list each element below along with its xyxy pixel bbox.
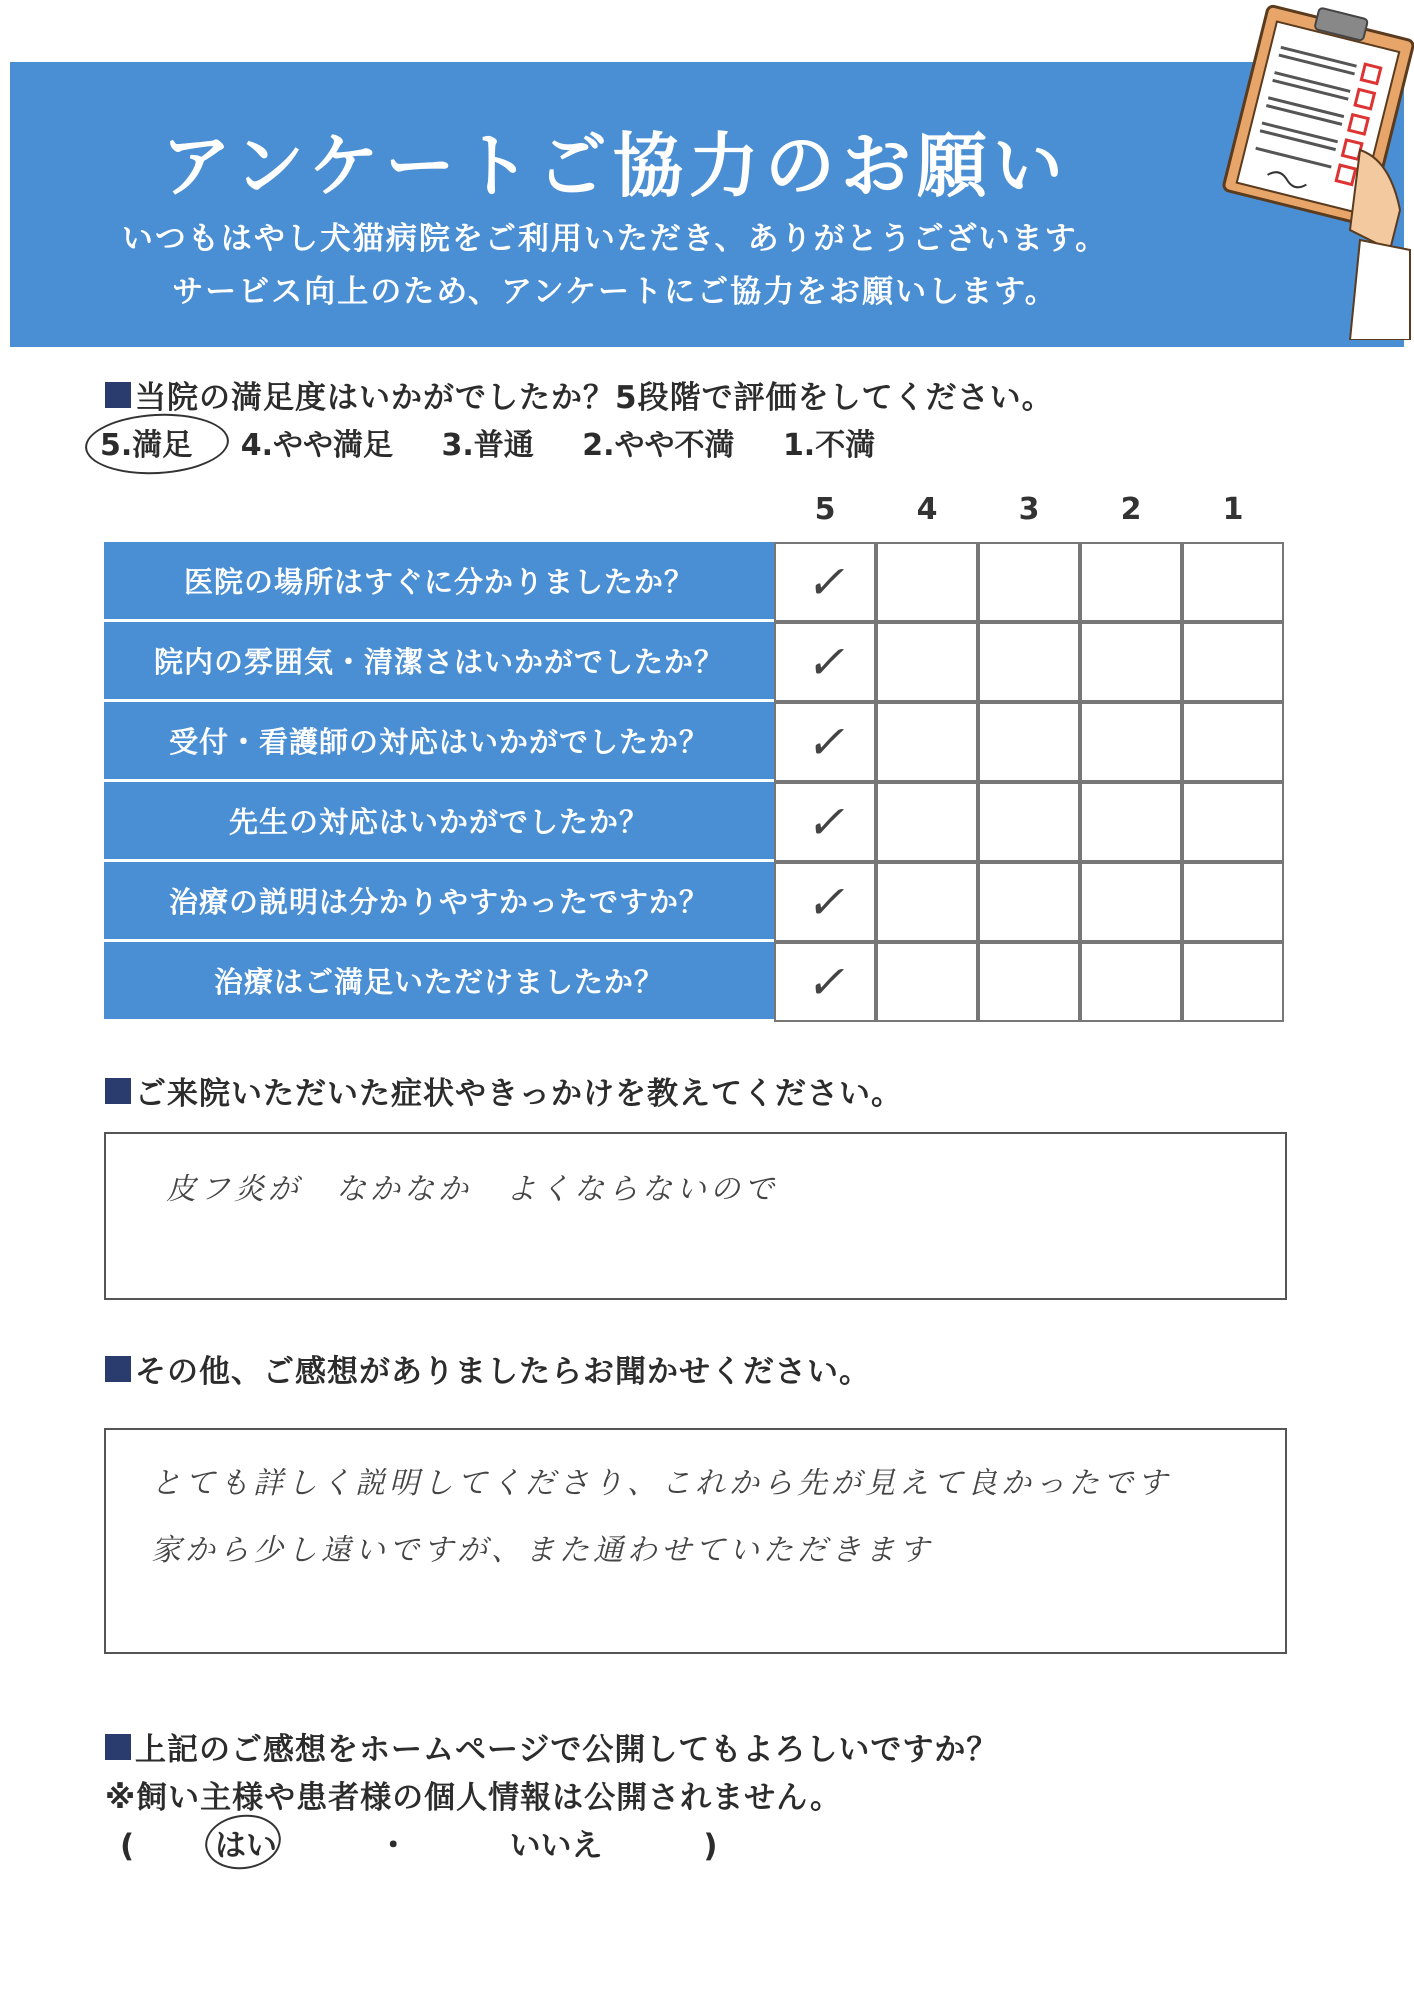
rating-cell-1[interactable] xyxy=(1182,862,1284,942)
rating-cell-4[interactable] xyxy=(876,542,978,622)
reason-heading-text: ご来院いただいた症状やきっかけを教えてください。 xyxy=(135,1076,903,1112)
rating-cell-1[interactable] xyxy=(1182,702,1284,782)
rating-cell-2[interactable] xyxy=(1080,782,1182,862)
check-mark-icon: ✓ xyxy=(805,795,845,849)
scale-5: 5.満足 xyxy=(100,428,193,463)
rating-cell-3[interactable] xyxy=(978,542,1080,622)
rating-cell-1[interactable] xyxy=(1182,782,1284,862)
question-label: 治療はご満足いただけましたか？ xyxy=(104,942,774,1021)
satisfaction-heading-text: 当院の満足度はいかがでしたか？5段階で評価をしてください。 xyxy=(135,380,1054,416)
clipboard-illustration xyxy=(1210,0,1414,340)
comments-heading-text: その他、ご感想がありましたらお聞かせください。 xyxy=(135,1354,871,1390)
choice-no[interactable]: いいえ xyxy=(509,1828,603,1864)
rating-cell-3[interactable] xyxy=(978,862,1080,942)
comments-answer-box[interactable] xyxy=(104,1428,1287,1654)
check-mark-icon: ✓ xyxy=(805,635,845,689)
column-header-1: 1 xyxy=(1222,492,1244,527)
scale-2: 2.やや不満 xyxy=(582,428,735,463)
rating-cell-2[interactable] xyxy=(1080,542,1182,622)
check-mark-icon: ✓ xyxy=(805,555,845,609)
choice-separator: ・ xyxy=(377,1828,409,1864)
rating-cell-2[interactable] xyxy=(1080,622,1182,702)
greeting-text: いつもはやし犬猫病院をご利用いただき、ありがとうございます。 xyxy=(121,221,1109,257)
open-paren: ( xyxy=(120,1828,135,1864)
reason-answer-box[interactable] xyxy=(104,1132,1287,1300)
column-header-3: 3 xyxy=(1018,492,1040,527)
scale-3: 3.普通 xyxy=(441,428,534,463)
rating-cell-4[interactable] xyxy=(876,702,978,782)
check-mark-icon: ✓ xyxy=(805,875,845,929)
reason-answer-text: 皮フ炎が なかなか よくならないので xyxy=(166,1172,778,1207)
rating-cell-2[interactable] xyxy=(1080,862,1182,942)
scale-4: 4.やや満足 xyxy=(240,428,394,463)
question-label: 医院の場所はすぐに分かりましたか？ xyxy=(104,542,774,621)
request-text: サービス向上のため、アンケートにご協力をお願いします。 xyxy=(172,274,1058,310)
page-title: アンケートご協力のお願い xyxy=(161,125,1069,207)
check-mark-icon: ✓ xyxy=(805,955,845,1009)
square-bullet-icon xyxy=(105,382,131,408)
question-label: 受付・看護師の対応はいかがでしたか？ xyxy=(104,702,774,781)
comments-heading xyxy=(105,1346,871,1391)
square-bullet-icon xyxy=(105,1078,131,1104)
reason-heading xyxy=(105,1068,903,1113)
square-bullet-icon xyxy=(105,1356,131,1382)
check-mark-icon: ✓ xyxy=(805,715,845,769)
scale-1: 1.不満 xyxy=(782,428,876,463)
question-label: 院内の雰囲気・清潔さはいかがでしたか？ xyxy=(104,622,774,701)
rating-cell-3[interactable] xyxy=(978,942,1080,1022)
question-label: 治療の説明は分かりやすかったですか？ xyxy=(104,862,774,941)
comments-answer-line2: 家から少し遠いですが、また通わせていただきます xyxy=(151,1533,933,1568)
privacy-note: ※飼い主様や患者様の個人情報は公開されません。 xyxy=(105,1780,842,1816)
rating-cell-3[interactable] xyxy=(978,782,1080,862)
column-header-5: 5 xyxy=(814,492,836,527)
rating-cell-1[interactable] xyxy=(1182,942,1284,1022)
rating-cell-4[interactable] xyxy=(876,782,978,862)
choice-yes[interactable]: はい xyxy=(214,1828,277,1864)
rating-cell-3[interactable] xyxy=(978,622,1080,702)
rating-cell-3[interactable] xyxy=(978,702,1080,782)
close-paren: ) xyxy=(703,1828,718,1864)
rating-cell-1[interactable] xyxy=(1182,542,1284,622)
rating-cell-4[interactable] xyxy=(876,622,978,702)
rating-cell-4[interactable] xyxy=(876,862,978,942)
publish-heading xyxy=(105,1724,998,1769)
square-bullet-icon xyxy=(105,1734,131,1760)
satisfaction-heading xyxy=(105,372,1054,417)
rating-cell-4[interactable] xyxy=(876,942,978,1022)
rating-cell-2[interactable] xyxy=(1080,942,1182,1022)
rating-cell-1[interactable] xyxy=(1182,622,1284,702)
column-header-4: 4 xyxy=(916,492,938,527)
comments-answer-line1: とても詳しく説明してくださり、これから先が見えて良かったです xyxy=(151,1466,1171,1501)
publish-heading-text: 上記のご感想をホームページで公開してもよろしいですか？ xyxy=(135,1732,999,1768)
question-label: 先生の対応はいかがでしたか？ xyxy=(104,782,774,861)
rating-cell-2[interactable] xyxy=(1080,702,1182,782)
column-header-2: 2 xyxy=(1120,492,1142,527)
